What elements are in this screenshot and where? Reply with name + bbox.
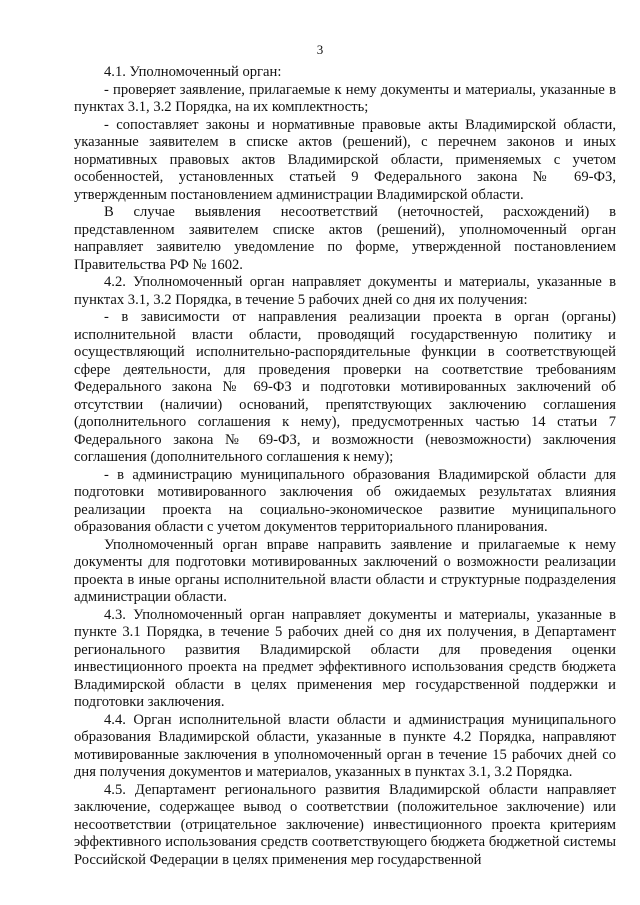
page-number: 3 (316, 42, 324, 57)
paragraph-4-4: 4.4. Орган исполнительной власти области и администрация муниципального образования Владимирской области, указанные в пункте 4.2 Порядка, направляют мотивированные заключения в уполномоченный орган в течение 15 рабочих дней со дня получения документов и материалов, указанных в пунктах 3.1, 3.2 Порядка. (74, 711, 616, 780)
paragraph-authorized-right: Уполномоченный орган вправе направить заявление и прилагаемые к нему документы для подготовки мотивированных заключений о возможности реализации проекта в иные органы исполнительной власти области и структурные подразделения администрации области. (74, 536, 616, 605)
paragraph-4-2: 4.2. Уполномоченный орган направляет документы и материалы, указанные в пунктах 3.1, 3.2 Порядка, в течение 5 рабочих дней со дня их получения: (74, 274, 616, 308)
paragraph-4-1-check: - проверяет заявление, прилагаемые к нему документы и материалы, указанные в пунктах 3.1, 3.2 Порядка, на их комплектность; (74, 81, 616, 115)
paragraph-4-5: 4.5. Департамент регионального развития Владимирской области направляет заключение, содержащее вывод о соответствии (положительное заключение) или несоответствии (отрицательное заключение) инвестиционного проекта критериям эффективного использования средств соответствующего бюджета бюджетной системы Российской Федерации в целях применения мер государственной (74, 781, 616, 868)
document-body (74, 64, 616, 869)
paragraph-4-3: 4.3. Уполномоченный орган направляет документы и материалы, указанные в пункте 3.1 Порядка, в течение 5 рабочих дней со дня их получения, в Департамент регионального развития Владимирской области для проведения оценки инвестиционного проекта на предмет эффективного использования средств бюджета Владимирской области в целях применения мер государственной поддержки и подготовки заключения. (74, 606, 616, 710)
paragraph-4-1-heading: 4.1. Уполномоченный орган: (104, 64, 282, 80)
paragraph-discrepancy: В случае выявления несоответствий (неточностей, расхождений) в представленном заявителем списке актов (решений), уполномоченный орган направляет заявителю уведомление по форме, утвержденной постановлением Правительства РФ № 1602. (74, 204, 616, 273)
paragraph-4-2-executive-bodies: - в зависимости от направления реализации проекта в орган (органы) исполнительной власти области, проводящий государственную политику и осуществляющий исполнительно-распорядительные функции в соответствующей сфере деятельности, для проведения проверки на соответствие требованиям Федерального закона № 69-ФЗ и подготовки мотивированных заключений об отсутствии (наличии) оснований, препятствующих заключению соглашения (дополнительного соглашения к нему), предусмотренных частью 14 статьи 7 Федерального закона № 69-ФЗ, и возможности (невозможности) заключения соглашения (дополнительного соглашения к нему); (74, 309, 616, 465)
paragraph-4-1-compare: - сопоставляет законы и нормативные правовые акты Владимирской области, указанные заявителем в списке актов (решений), с перечнем законов и иных нормативных правовых актов Владимирской области, применяемых с учетом особенностей, установленных статьей 9 Федерального закона № 69-ФЗ, утвержденным постановлением администрации Владимирской области. (74, 116, 616, 203)
paragraph-4-2-municipality: - в администрацию муниципального образования Владимирской области для подготовки мотивированного заключения об ожидаемых результатах влияния реализации проекта на социально-экономическое развитие муниципального образования области с учетом документов территориального планирования. (74, 466, 616, 535)
